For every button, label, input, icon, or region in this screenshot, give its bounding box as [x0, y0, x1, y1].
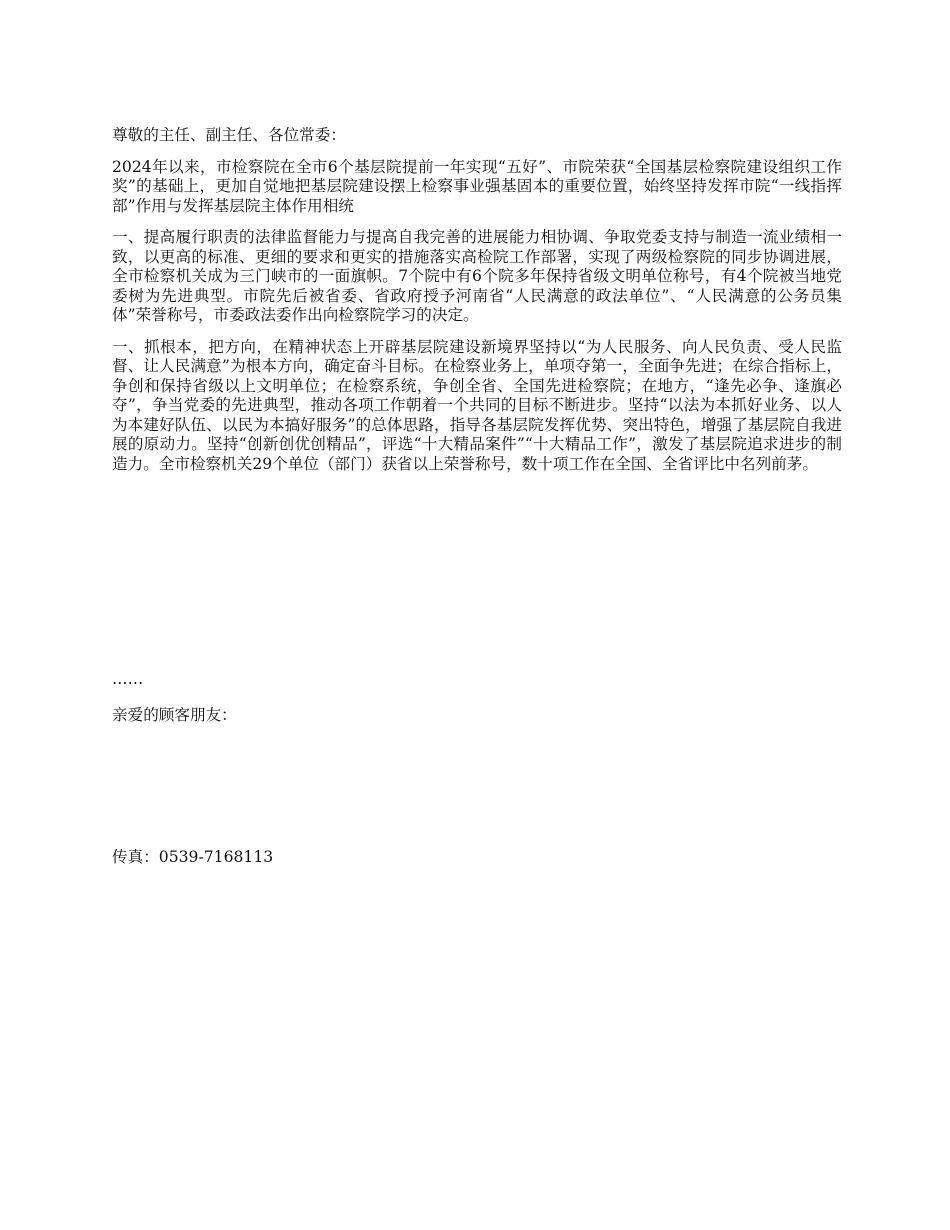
customer-greeting: 亲爱的顾客朋友： [112, 706, 237, 724]
document-body [112, 126, 842, 486]
salutation: 尊敬的主任、副主任、各位常委： [112, 126, 346, 144]
ellipsis: …… [112, 670, 144, 688]
paragraph-2: 一、提高履行职责的法律监督能力与提高自我完善的进展能力相协调、争取党委支持与制造一流业绩相一致，以更高的标准、更细的要求和更实的措施落实高检院工作部署，实现了两级检察院的同步协调进展，全市检察机关成为三门峡市的一面旗帜。7个院中有6个院多年保持省级文明单位称号，有4个院被当地党委树为先进典型。市院先后被省委、省政府授予河南省“人民满意的政法单位”、“人民满意的公务员集体”荣誉称号，市委政法委作出向检察院学习的决定。 [112, 228, 842, 324]
paragraph-1: 2024年以来，市检察院在全市6个基层院提前一年实现“五好”、市院荣获“全国基层检察院建设组织工作奖”的基础上，更加自觉地把基层院建设摆上检察事业强基固本的重要位置，始终坚持发挥市院“一线指挥部”作用与发挥基层院主体作用相统 [112, 157, 842, 215]
fax-number: 传真：0539-7168113 [112, 848, 274, 866]
paragraph-3: 一、抓根本，把方向，在精神状态上开辟基层院建设新境界坚持以“为人民服务、向人民负责、受人民监督、让人民满意”为根本方向，确定奋斗目标。在检察业务上，单项夺第一，全面争先进；在综合指标上，争创和保持省级以上文明单位；在检察系统，争创全省、全国先进检察院；在地方，“逢先必争、逢旗必夺”，争当党委的先进典型，推动各项工作朝着一个共同的目标不断进步。坚持“以法为本抓好业务、以人为本建好队伍、以民为本搞好服务”的总体思路，指导各基层院发挥优势、突出特色，增强了基层院自我进展的原动力。坚持“创新创优创精品”，评选“十大精品案件”“十大精品工作”，激发了基层院追求进步的制造力。全市检察机关29个单位（部门）获省以上荣誉称号，数十项工作在全国、全省评比中名列前茅。 [112, 337, 842, 473]
